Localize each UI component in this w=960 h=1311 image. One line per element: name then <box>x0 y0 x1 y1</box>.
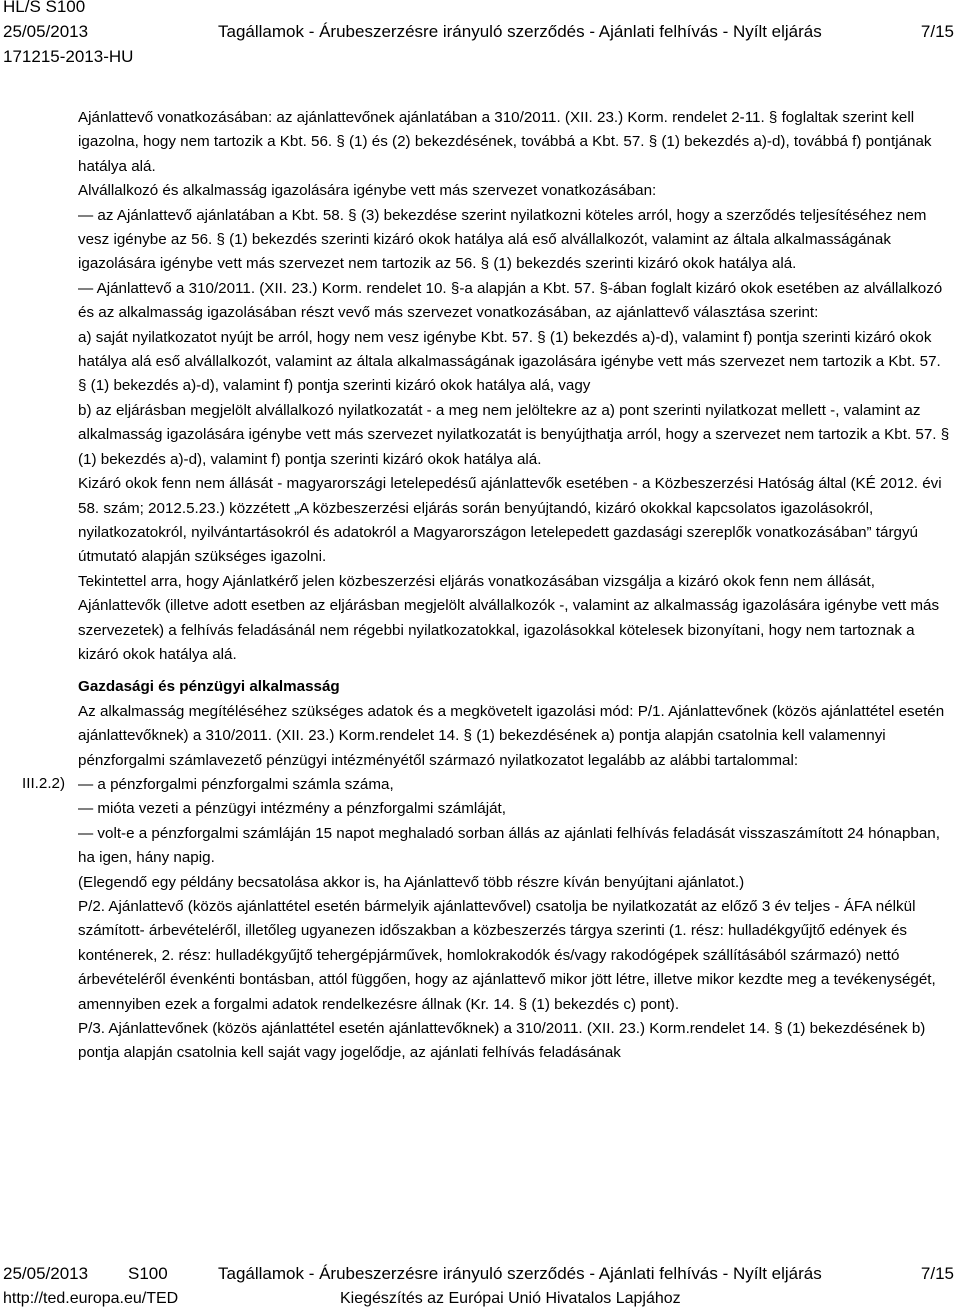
section-heading: Gazdasági és pénzügyi alkalmasság <box>78 678 340 696</box>
paragraph: P/3. Ajánlattevőnek (közös ajánlattétel esetén ajánlattevőknek) a 310/2011. (XII. 23.) Korm.rendelet 14. § (1) bekezdésének b) pontja alapján csatolnia kell saját vagy jogelődje, az ajánlati felhívás feladásának <box>78 1020 926 1062</box>
footer-series: S100 <box>128 1264 168 1283</box>
header-title: Tagállamok - Árubeszerzésre irányuló szerződés - Ajánlati felhívás - Nyílt eljárás <box>218 22 822 41</box>
header-date: 25/05/2013 <box>3 22 89 41</box>
header-page-number: 7/15 <box>920 22 954 41</box>
document-id: 171215-2013-HU <box>3 47 134 66</box>
main-text <box>78 106 953 1066</box>
footer-title: Tagállamok - Árubeszerzésre irányuló szerződés - Ajánlati felhívás - Nyílt eljárás <box>218 1264 822 1283</box>
paragraph: a) saját nyilatkozatot nyújt be arról, hogy nem vesz igénybe Kbt. 57. § (1) bekezdés a)-d), valamint f) pontja szerinti kizáró okok hatálya alá eső alvállalkozót, valamint az általa alkalmasságának igazolására igénybe vett más szervezet nem tartozik a Kbt. 57. § (1) bekezdés a)-d), valamint f) pontja szerinti kizáró okok hatálya alá, vagy <box>78 328 941 395</box>
paragraph: Kizáró okok fenn nem állását - magyarországi letelepedésű ajánlattevők esetében - a Közbeszerzési Hatóság által (KÉ 2012. évi 58. szám; 2012.5.23.) közzétett „A közbeszerzési eljárás során benyújtandó, kizáró okokkal kapcsolatos igazolásokról, nyilatkozatokról, nyilvántartásokról és adatokról a Magyarországon letelepedett gazdasági szereplők vonatkozásában” tárgyú útmutató alapján szükséges igazolni. <box>78 475 942 566</box>
list-item: — volt-e a pénzforgalmi számláján 15 napot meghaladó sorban állás az ajánlati felhívás feladását visszaszámított 24 hónapban, ha igen, hány napig. <box>78 824 940 867</box>
footer-url[interactable]: http://ted.europa.eu/TED <box>3 1290 179 1307</box>
list-item: — mióta vezeti a pénzügyi intézmény a pénzforgalmi számláját, <box>78 800 506 818</box>
list-item: — a pénzforgalmi pénzforgalmi számla száma, <box>78 775 394 793</box>
paragraph: (Elegendő egy példány becsatolása akkor is, ha Ajánlattevő több részre kíván benyújtani ajánlatot.) <box>78 873 745 891</box>
footer-publisher: Kiegészítés az Európai Unió Hivatalos Lapjához <box>340 1290 681 1307</box>
paragraph: Alvállalkozó és alkalmasság igazolására igénybe vett más szervezet vonatkozásában: <box>78 182 657 200</box>
footer-date: 25/05/2013 <box>3 1264 89 1283</box>
section-number: III.2.2) <box>22 775 66 792</box>
paragraph: — Ajánlattevő a 310/2011. (XII. 23.) Korm. rendelet 10. §-a alapján a Kbt. 57. §-ában foglalt kizáró okok esetében az alvállalkozó és az alkalmasság igazolásában részt vevő más szervezet vonatkozásában, az ajánlattevő választása szerint: <box>78 279 943 322</box>
doc-type: HL/S S100 <box>3 0 86 16</box>
paragraph: b) az eljárásban megjelölt alvállalkozó nyilatkozatát - a meg nem jelöltekre az a) pont szerinti nyilatkozat mellett -, valamint az alkalmasság igazolására igénybe vett más szervezet nyilatkozatát is benyújthatja arról, hogy a szervezet nem tartozik a Kbt. 57. § (1) bekezdés a)-d), valamint f) pontja szerinti kizáró okok hatálya alá. <box>78 401 950 468</box>
footer-page-number: 7/15 <box>920 1264 954 1283</box>
paragraph: Az alkalmasság megítéléséhez szükséges adatok és a megkövetelt igazolási mód: P/1. Ajánlattevőnek (közös ajánlattétel esetén ajánlattevőknek) a 310/2011. (XII. 23.) Korm.rendelet 14. § (1) bekezdésének a) pontja alapján csatolnia kell valamennyi pénzforgalmi számlavezető pénzügyi intézményétől származó nyilatkozatot legalább az alábbi tartalommal: <box>78 702 945 769</box>
paragraph: — az Ajánlattevő ajánlatában a Kbt. 58. § (3) bekezdése szerint nyilatkozni köteles arról, hogy a szerződés teljesítéséhez nem vesz igénybe az 56. § (1) bekezdés szerinti kizáró okok hatálya alá eső alvállalkozót, valamint az általa alkalmasságának igazolására igénybe vett más szervezet nem tartozik az 56. § (1) bekezdés szerinti kizáró okok hatálya alá. <box>78 206 927 273</box>
paragraph: P/2. Ajánlattevő (közös ajánlattétel esetén bármelyik ajánlattevővel) csatolja be nyilatkozatát az előző 3 év teljes - ÁFA nélkül számított- árbevételéről, illetőleg ugyanezen időszakban a közbeszerzés tárgya szerinti (1. rész: hulladékgyűjtő edények és konténerek, 2. rész: hulladékgyűjtő tehergépjárművek, homlokrakodók és/vagy rakodógépek szállításából származó) nettó árbevételéről évenkénti bontásban, attól függően, hogy az ajánlattevő mikor jött létre, illetve mikor kezdte meg a tevékenységét, amennyiben ezek a forgalmi adatok rendelkezésre állnak (Kr. 14. § (1) bekezdés c) pont). <box>78 898 936 1013</box>
paragraph: Tekintettel arra, hogy Ajánlatkérő jelen közbeszerzési eljárás vonatkozásában vizsgálja a kizáró okok fenn nem állását, Ajánlattevők (illetve adott esetben az eljárásban megjelölt alvállalkozók -, valamint az alkalmasság igazolására igénybe vett más szervezetek) a felhívás feladásánál nem régebbi nyilatkozatokkal, igazolásokkal kötelesek bizonyítani, hogy nem tartoznak a kizáró okok hatálya alá. <box>78 572 940 663</box>
paragraph: Ajánlattevő vonatkozásában: az ajánlattevőnek ajánlatában a 310/2011. (XII. 23.) Korm. rendelet 2-11. § foglaltak szerint kell igazolna, hogy nem tartozik a Kbt. 56. § (1) és (2) bekezdésének, továbbá a Kbt. 57. § (1) bekezdés a)-d), továbbá f) pontjának hatálya alá. <box>78 109 932 175</box>
